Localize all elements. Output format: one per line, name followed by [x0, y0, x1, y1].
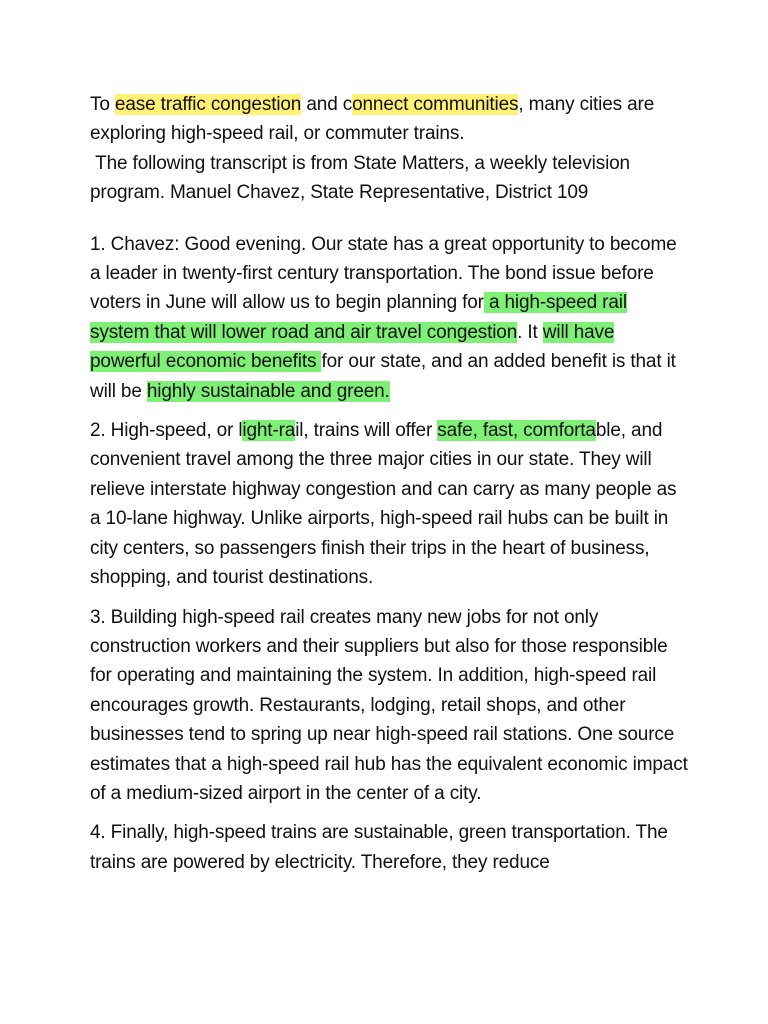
intro-text-1: To	[90, 94, 115, 115]
paragraph-4: 4. Finally, high-speed trains are sustainable, green transportation. The trains are powered by electricity. Therefore, they reduce	[90, 822, 668, 873]
highlight-sustainable-green: highly sustainable and green.	[146, 380, 390, 402]
highlight-high-speed-rail-system: a high-speed rail system that will lower road and air travel congestion	[90, 292, 627, 343]
highlight-connect-communities: onnect communities	[352, 94, 519, 115]
highlight-light-rail: ight-ra	[242, 420, 296, 442]
highlight-economic-benefits: will have powerful economic benefits	[90, 321, 615, 373]
document-page	[90, 90, 690, 877]
highlight-ease-traffic-congestion: ease traffic congestion	[114, 94, 302, 115]
paragraph-1	[90, 230, 690, 406]
p1-text-1: 1. Chavez: Good evening. Our state has a great opportunity to become a leader in twenty-first century transportation. The bond issue before voters in June will allow us to begin planning for	[90, 233, 677, 314]
highlight-safe-fast-comfortable: safe, fast, comforta	[437, 420, 596, 442]
p2-text-1: 2. High-speed, or l	[90, 420, 243, 442]
transcript-source-line: The following transcript is from State Matters, a weekly television program. Manuel Chavez, State Representative, District 109	[90, 152, 636, 204]
p2-text-3: ble, and convenient travel among the three major cities in our state. They will relieve interstate highway congestion and can carry as many people as a 10-lane highway. Unlike airports, high-speed rail hubs can be built in city centers, so passengers finish their trips in the heart of business, shopping, and tourist destinations.	[90, 420, 677, 589]
p1-text-3: for our state, and an added benefit is that it will be	[90, 351, 676, 402]
intro-text-2: and c	[301, 94, 353, 115]
intro-paragraph	[90, 90, 690, 149]
p2-text-2: il, trains will offer	[295, 420, 438, 442]
paragraph-2	[90, 416, 690, 592]
intro-text-3: , many cities are exploring high-speed rail, or commuter trains.	[90, 94, 655, 145]
paragraph-3: 3. Building high-speed rail creates many new jobs for not only construction workers and their suppliers but also for those responsible for operating and maintaining the system. In addition, high-speed rail encourages growth. Restaurants, lodging, retail shops, and other businesses tend to spring up near high-speed rail stations. One source estimates that a high-speed rail hub has the equivalent economic impact of a medium-sized airport in the center of a city.	[90, 606, 688, 804]
p1-text-2: . It	[517, 321, 543, 343]
